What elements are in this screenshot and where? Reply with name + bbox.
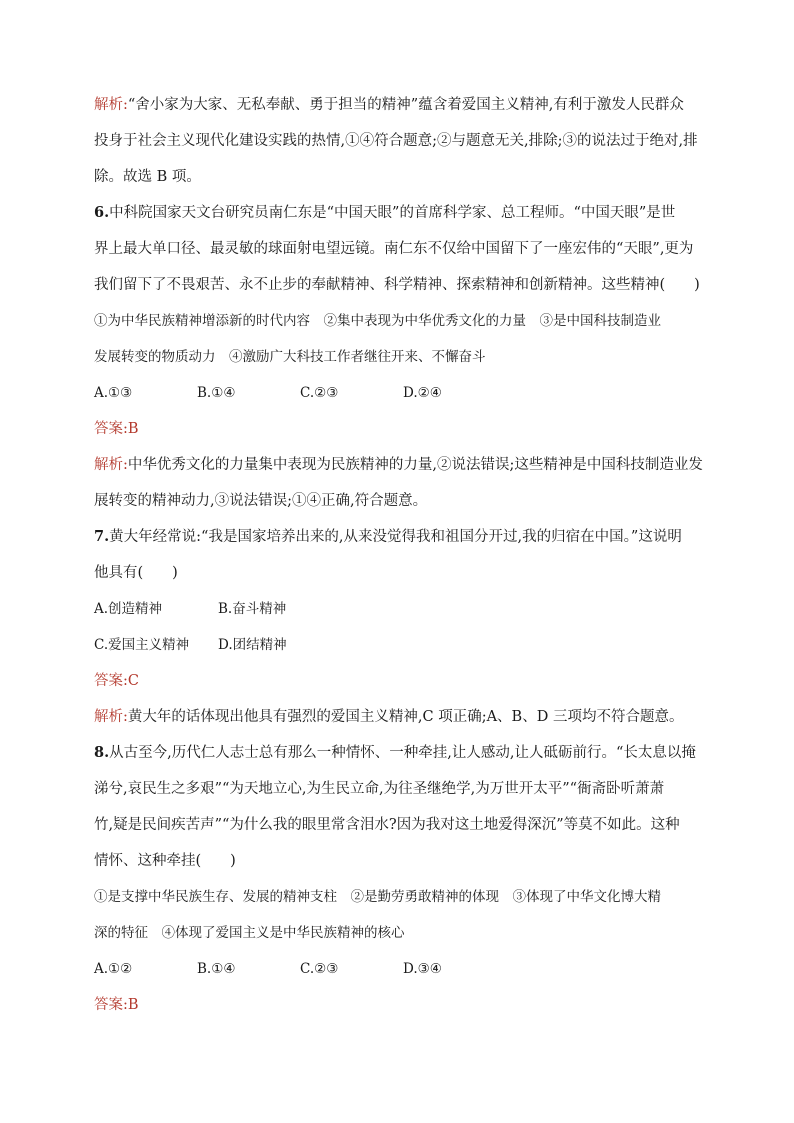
q6-option-c: C.②③ (300, 385, 339, 401)
q7-option-c: C.爱国主义精神 (94, 637, 190, 653)
q8-number: 8. (94, 744, 110, 761)
q7-options-row-1 (94, 600, 700, 618)
q8-option-c: C.②③ (300, 961, 339, 977)
q7-option-d: D.团结精神 (218, 637, 287, 653)
q7-option-b: B.奋斗精神 (218, 601, 287, 617)
q6-options (94, 384, 700, 402)
q7-stem-line-1: 7.黄大年经常说:“我是国家培养出来的,从来没觉得我和祖国分开过,我的归宿在中国。”这说明 (94, 528, 682, 545)
q7-number: 7. (94, 528, 110, 545)
q6-option-b: B.①④ (197, 385, 236, 401)
q6-stem-line-2: 界上最大单口径、最灵敏的球面射电望远镜。南仁东不仅给中国留下了一座宏伟的“天眼”,更为 (94, 241, 694, 257)
q8-stem-line-3: 竹,疑是民间疾苦声”“为什么我的眼里常含泪水?因为我对这土地爱得深沉”等莫不如此。这种 (94, 817, 680, 833)
q6-statements-line-2: 发展转变的物质动力 ④激励广大科技工作者继往开来、不懈奋斗 (94, 349, 486, 365)
q7-analysis-line-1: 解析:黄大年的话体现出他具有强烈的爱国主义精神,C 项正确;A、B、D 三项均不符合题意。 (94, 709, 684, 725)
q8-answer: 答案:B (94, 997, 139, 1013)
q6-analysis-line-2: 展转变的精神动力,③说法错误;①④正确,符合题意。 (94, 493, 428, 509)
q6-statements-line-1: ①为中华民族精神增添新的时代内容 ②集中表现为中华优秀文化的力量 ③是中国科技制造业 (94, 313, 661, 329)
q8-statements-line-2: 深的特征 ④体现了爱国主义是中华民族精神的核心 (94, 925, 405, 941)
q7-answer: 答案:C (94, 673, 139, 689)
q6-option-a: A.①③ (94, 385, 133, 401)
q8-stem-line-4: 情怀、这种牵挂( ) (94, 853, 236, 869)
q7-analysis-label: 解析: (94, 709, 128, 725)
q5-analysis-label: 解析: (94, 97, 128, 113)
q8-stem-line-2: 涕兮,哀民生之多艰”“为天地立心,为生民立命,为往圣继绝学,为万世开太平”“衙斋卧听萧萧 (94, 781, 665, 797)
q7-options-row-2 (94, 636, 700, 654)
q8-option-a: A.①② (94, 961, 133, 977)
q6-stem-line-1: 6.中科院国家天文台研究员南仁东是“中国天眼”的首席科学家、总工程师。“中国天眼”是世 (94, 204, 676, 221)
q8-stem-line-1: 8.从古至今,历代仁人志士总有那么一种情怀、一种牵挂,让人感动,让人砥砺前行。“长太息以掩 (94, 744, 696, 761)
q6-analysis-label: 解析: (94, 457, 128, 473)
q7-option-a: A.创造精神 (94, 601, 163, 617)
q6-answer: 答案:B (94, 421, 139, 437)
q8-option-d: D.③④ (403, 961, 442, 977)
q8-option-b: B.①④ (197, 961, 236, 977)
q5-analysis-line-1: 解析:“舍小家为大家、无私奉献、勇于担当的精神”蕴含着爱国主义精神,有利于激发人民群众 (94, 97, 684, 113)
q6-analysis-line-1: 解析:中华优秀文化的力量集中表现为民族精神的力量,②说法错误;这些精神是中国科技制造业发 (94, 457, 703, 473)
q6-option-d: D.②④ (403, 385, 442, 401)
q6-number: 6. (94, 204, 110, 221)
q5-analysis-line-3: 除。故选 B 项。 (94, 169, 201, 185)
q7-stem-line-2: 他具有( ) (94, 565, 178, 581)
q6-stem-line-3: 我们留下了不畏艰苦、永不止步的奉献精神、科学精神、探索精神和创新精神。这些精神( ) (94, 277, 700, 293)
q8-options (94, 960, 700, 978)
document-page (94, 96, 703, 1014)
q8-statements-line-1: ①是支撑中华民族生存、发展的精神支柱 ②是勤劳勇敢精神的体现 ③体现了中华文化博大精 (94, 889, 661, 905)
q5-analysis-line-2: 投身于社会主义现代化建设实践的热情,①④符合题意;②与题意无关,排除;③的说法过于绝对,排 (94, 133, 698, 149)
